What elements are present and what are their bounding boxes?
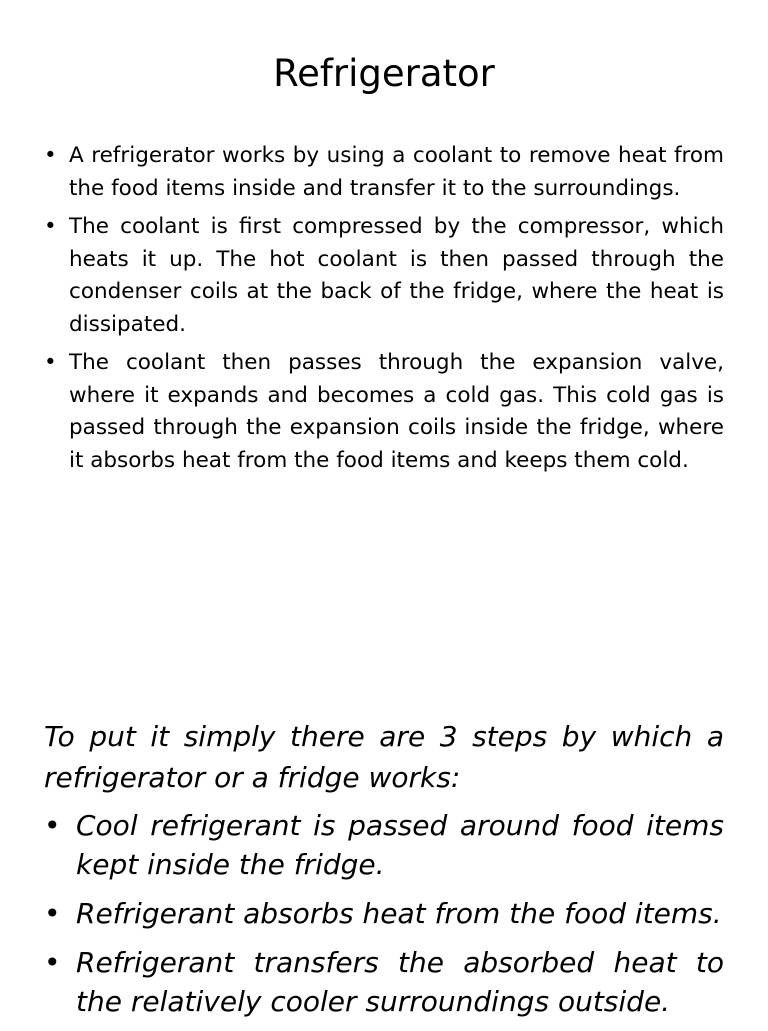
- page-title: Refrigerator: [273, 52, 495, 95]
- step-item: [44, 806, 724, 884]
- list-item: [44, 140, 724, 205]
- bullet-icon: •: [44, 897, 61, 930]
- step-item: [44, 943, 724, 1021]
- list-item: [44, 347, 724, 477]
- step-text: Refrigerant absorbs heat from the food items.: [76, 897, 722, 930]
- bullet-icon: •: [44, 143, 57, 168]
- step-text: Cool refrigerant is passed around food items kept inside the fridge.: [76, 809, 724, 881]
- bullet-icon: •: [44, 214, 57, 239]
- summary-intro: To put it simply there are 3 steps by which a refrigerator or a fridge works:: [44, 720, 724, 794]
- bullet-icon: •: [44, 946, 61, 979]
- list-item-text: A refrigerator works by using a coolant to remove heat from the food items inside and transfer it to the surroundings.: [69, 143, 724, 201]
- explanation-list: [44, 140, 724, 483]
- list-item-text: The coolant is first compressed by the compressor, which heats it up. The hot coolant is then passed through the condenser coils at the back of the fridge, where the heat is dissipated.: [69, 214, 724, 337]
- list-item: [44, 211, 724, 341]
- step-item: [44, 894, 724, 933]
- step-text: Refrigerant transfers the absorbed heat to the relatively cooler surroundings outside.: [76, 946, 724, 1018]
- list-item-text: The coolant then passes through the expansion valve, where it expands and becomes a cold gas. This cold gas is passed through the expansion coils inside the fridge, where it absorbs heat from the food items and keeps them cold.: [69, 350, 724, 473]
- bullet-icon: •: [44, 809, 61, 842]
- bullet-icon: •: [44, 350, 57, 375]
- steps-list: [44, 806, 724, 1031]
